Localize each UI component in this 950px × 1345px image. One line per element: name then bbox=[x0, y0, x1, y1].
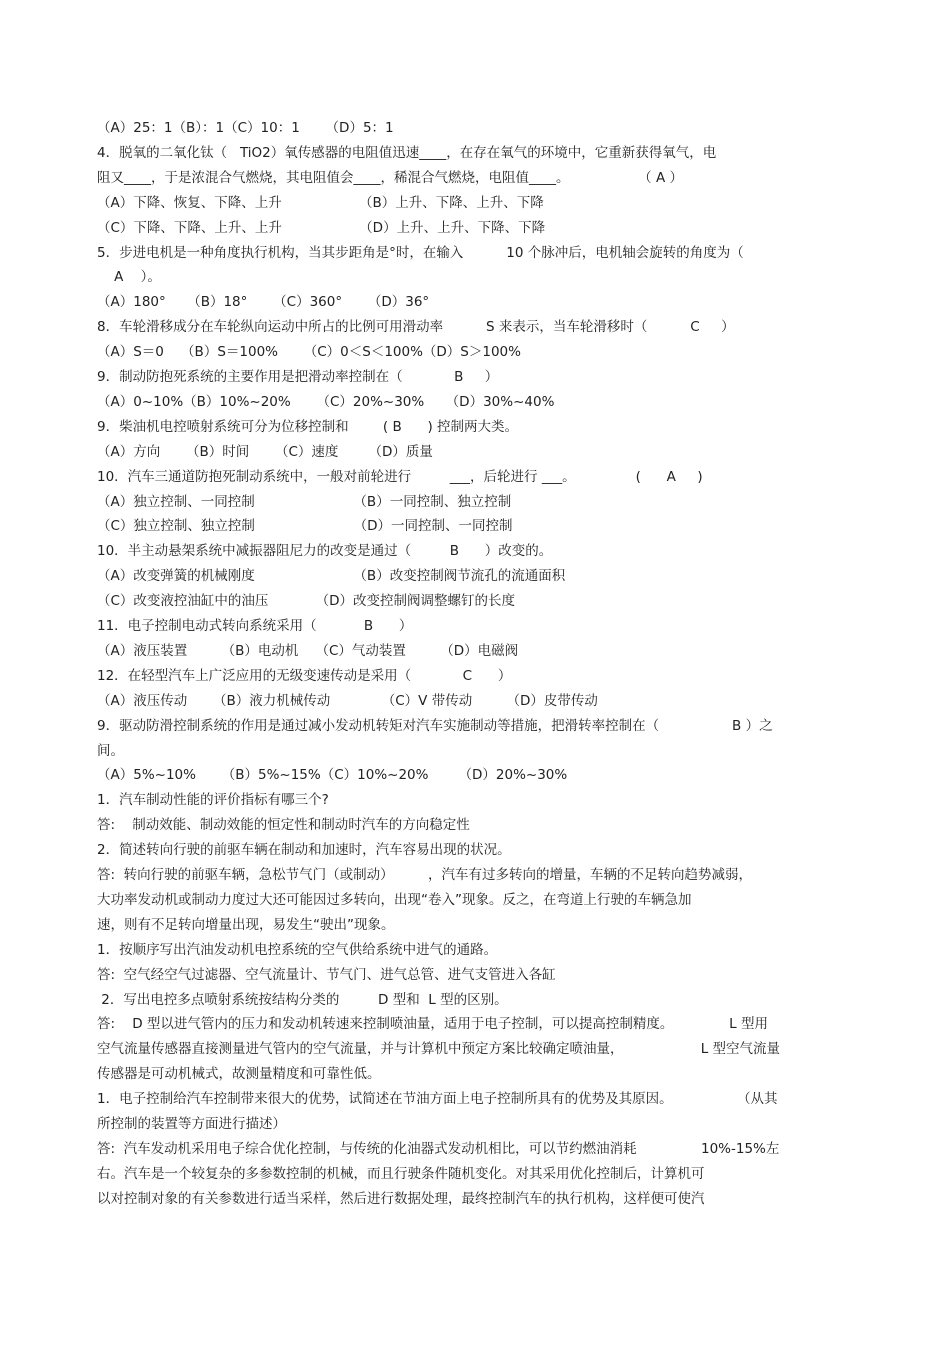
text-line: 2．写出电控多点喷射系统按结构分类的 D 型和 L 型的区别。 bbox=[97, 991, 508, 1008]
text-line: 答: 汽车发动机采用电子综合优化控制，与传统的化油器式发动机相比，可以节约燃油消耗 10%-15%左 bbox=[97, 1140, 780, 1157]
text-line: 所控制的装置等方面进行描述） bbox=[97, 1116, 286, 1132]
text-line: A ）。 bbox=[97, 269, 161, 286]
text-line: （A）方向 （B）时间 （C）速度 （D）质量 bbox=[97, 443, 433, 460]
text-line: 答: 转向行驶的前驱车辆，急松节气门（或制动） ，汽车有过多转向的增量，车辆的不足转向趋势减弱， bbox=[97, 867, 752, 883]
text-line: 答: D 型以进气管内的压力和发动机转速来控制喷油量，适用于电子控制，可以提高控制精度。 L 型用 bbox=[97, 1016, 768, 1033]
text-line: 右。汽车是一个较复杂的多参数控制的机械，而且行驶条件随机变化。对其采用优化控制后，计算机可 bbox=[97, 1165, 705, 1182]
text-line: （A）独立控制、一同控制 （B）一同控制、独立控制 bbox=[97, 493, 512, 510]
text-line: （A）下降、恢复、下降、上升 （B）上升、下降、上升、下降 bbox=[97, 194, 544, 211]
text-line: 传感器是可动机械式，故测量精度和可靠性低。 bbox=[97, 1066, 381, 1083]
text-line: 答: 空气经空气过滤器、空气流量计、节气门、进气总管、进气支管进入各缸 bbox=[97, 966, 556, 983]
text-line: 大功率发动机或制动力度过大还可能因过多转向，出现“卷入”现象。反之，在弯道上行驶的车辆急加 bbox=[97, 891, 692, 908]
text-line: 以对控制对象的有关参数进行适当采样，然后进行数据处理，最终控制汽车的执行机构，这样便可使汽 bbox=[97, 1190, 705, 1207]
text-line: 1．电子控制给汽车控制带来很大的优势，试简述在节油方面上电子控制所具有的优势及其原因。 （从其 bbox=[97, 1091, 778, 1108]
text-line: 9．驱动防滑控制系统的作用是通过减小发动机转矩对汽车实施制动等措施，把滑转率控制在（ B ）之 bbox=[97, 717, 773, 734]
text-line: （A）25：1（B）：1（C）10：1 （D）5：1 bbox=[97, 120, 394, 136]
text-line: （C）改变液控油缸中的油压 （D）改变控制阀调整螺钉的长度 bbox=[97, 593, 516, 610]
text-line: 1．汽车制动性能的评价指标有哪三个? bbox=[97, 792, 329, 809]
text-line: （A）液压传动 （B）液力机械传动 （C）V 带传动 （D）皮带传动 bbox=[97, 692, 598, 709]
text-line: 间。 bbox=[97, 742, 124, 759]
text-line: （A）液压装置 （B）电动机 （C）气动装置 （D）电磁阀 bbox=[97, 642, 519, 659]
text-line: （A）S＝0 （B）S＝100% （C）0＜S＜100%（D）S＞100% bbox=[97, 344, 521, 361]
text-line: 10．汽车三通道防抱死制动系统中，一般对前轮进行 ___，后轮进行 ___。 ( A ) bbox=[97, 468, 703, 485]
text-line: 速，则有不足转向增量出现，易发生“驶出”现象。 bbox=[97, 916, 395, 933]
text-line: （C）独立控制、独立控制 （D）一同控制、一同控制 bbox=[97, 518, 513, 535]
text-line: 空气流量传感器直接测量进气管内的空气流量，并与计算机中预定方案比较确定喷油量， L 型空气流量 bbox=[97, 1041, 781, 1058]
text-line: 8．车轮滑移成分在车轮纵向运动中所占的比例可用滑动率 S 来表示，当车轮滑移时（ C ） bbox=[97, 319, 735, 336]
text-line: 9．柴油机电控喷射系统可分为位移控制和 ( B ) 控制两大类。 bbox=[97, 418, 519, 435]
text-line: 10．半主动悬架系统中减振器阻尼力的改变是通过（ B ）改变的。 bbox=[97, 543, 553, 560]
text-line: 2．简述转向行驶的前驱车辆在制动和加速时，汽车容易出现的状况。 bbox=[97, 842, 511, 859]
text-line: 9．制动防抱死系统的主要作用是把滑动率控制在（ B ） bbox=[97, 369, 499, 385]
text-line: 阻又____，于是浓混合气燃烧，其电阻值会____，稀混合气燃烧，电阻值____。 （ A ） bbox=[97, 169, 683, 186]
text-line: 5．步进电机是一种角度执行机构，当其步距角是°时，在输入 10 个脉冲后，电机轴会旋转的角度为（ bbox=[97, 244, 744, 261]
text-line: 11．电子控制电动式转向系统采用（ B ） bbox=[97, 618, 413, 634]
text-line: （A）180° （B）18° （C）360° （D）36° bbox=[97, 294, 430, 311]
text-line: 4．脱氧的二氧化钛（ TiO2）氧传感器的电阻值迅速____，在存在氧气的环境中，它重新获得氧气，电 bbox=[97, 144, 717, 161]
text-line: （C）下降、下降、上升、上升 （D）上升、上升、下降、下降 bbox=[97, 219, 546, 236]
text-line: 12．在轻型汽车上广泛应用的无级变速传动是采用（ C ） bbox=[97, 667, 512, 684]
text-line: （A）5%~10% （B）5%~15%（C）10%~20% （D）20%~30% bbox=[97, 767, 568, 784]
text-line: 答: 制动效能、制动效能的恒定性和制动时汽车的方向稳定性 bbox=[97, 817, 470, 834]
text-line: 1．按顺序写出汽油发动机电控系统的空气供给系统中进气的通路。 bbox=[97, 941, 498, 958]
text-line: （A）0~10%（B）10%~20% （C）20%~30% （D）30%~40% bbox=[97, 393, 555, 410]
text-line: （A）改变弹簧的机械刚度 （B）改变控制阀节流孔的流通面积 bbox=[97, 568, 566, 585]
